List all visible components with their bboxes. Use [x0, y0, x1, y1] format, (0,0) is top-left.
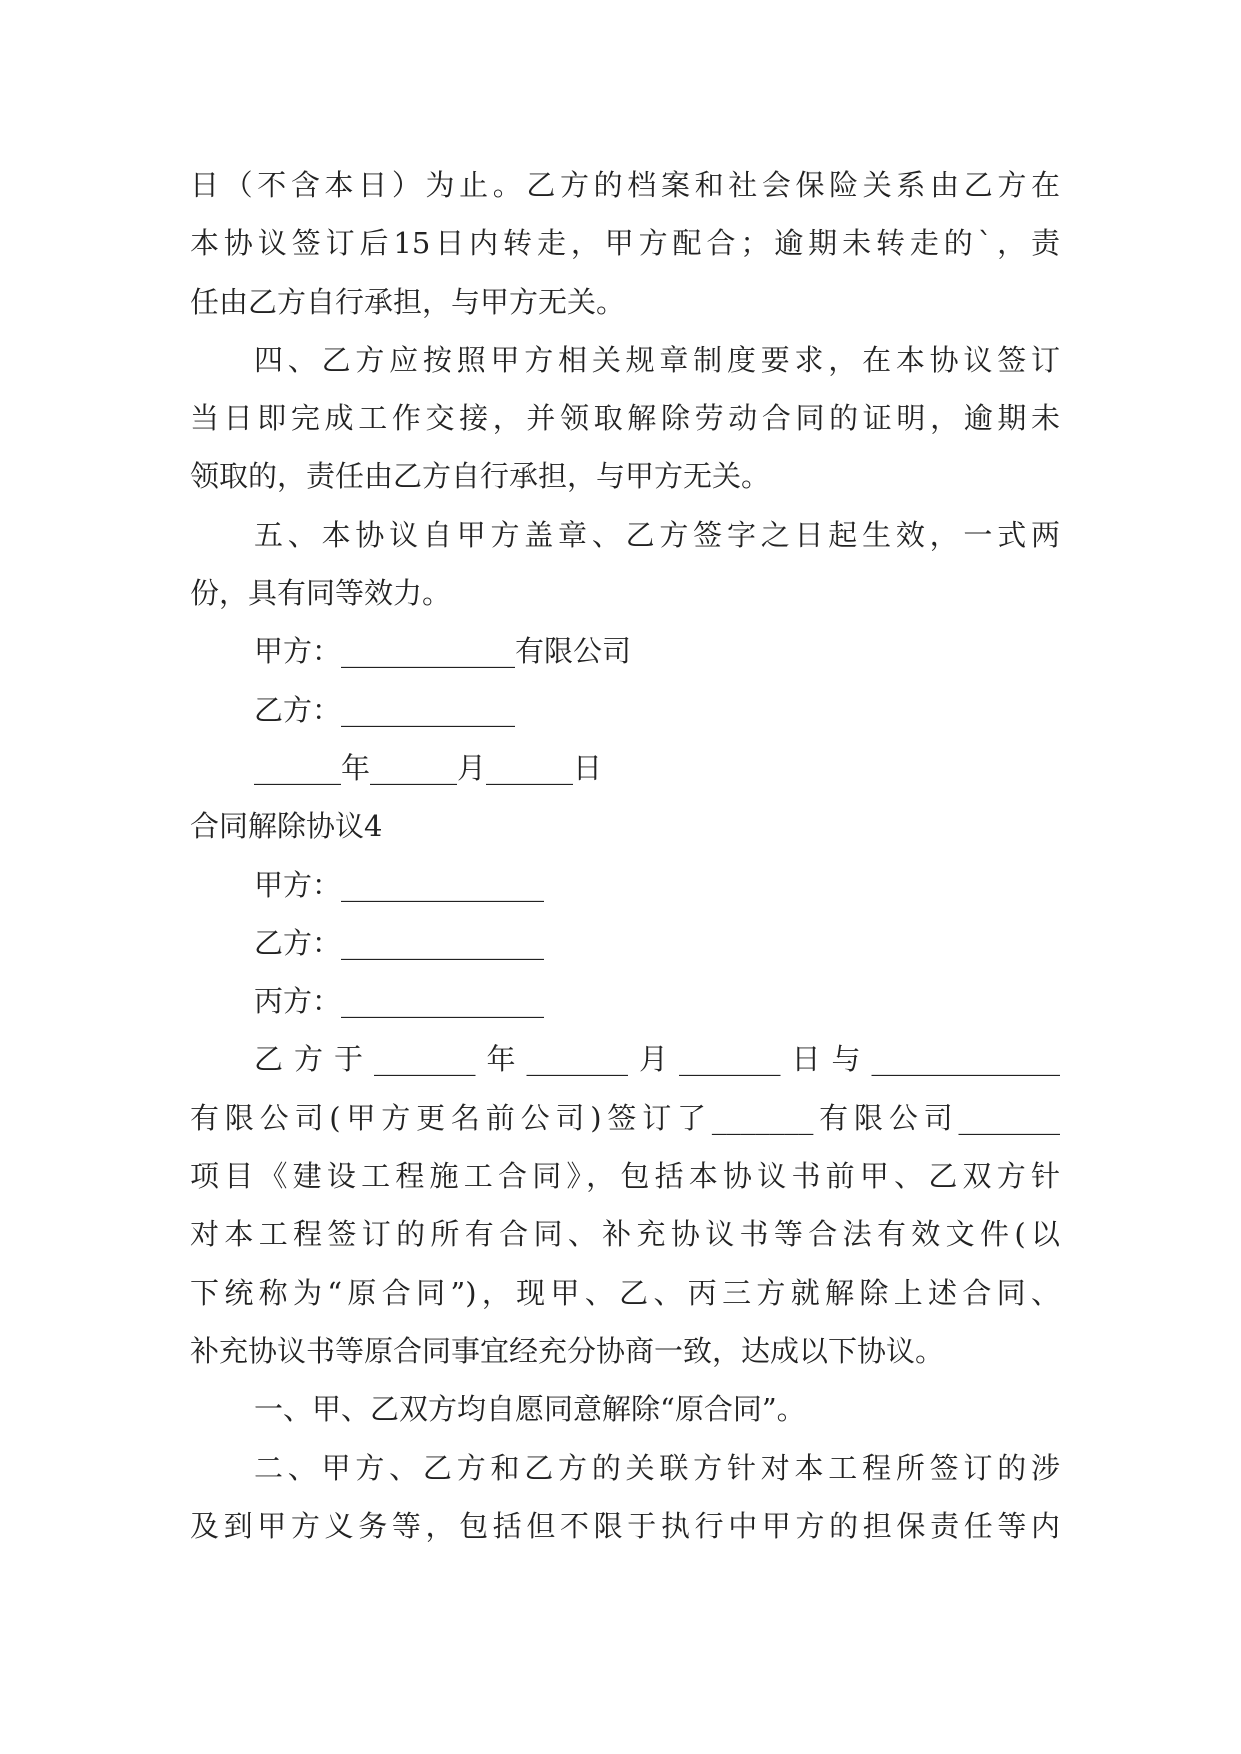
text-line: 下统称为“原合同”)，现甲、乙、丙三方就解除上述合同、 [190, 1275, 1060, 1310]
text-line: 四、乙方应按照甲方相关规章制度要求，在本协议签订 [254, 342, 1060, 377]
text-line: 本协议签订后15日内转走，甲方配合；逾期未转走的`，责 [190, 226, 1060, 261]
text-line: 补充协议书等原合同事宜经充分协商一致，达成以下协议。 [190, 1333, 945, 1368]
text-line: 任由乙方自行承担，与甲方无关。 [190, 284, 626, 319]
date-line: ______年______月______日 [254, 750, 603, 785]
signature-line-party-b: 乙方：____________ [254, 692, 516, 727]
text-line: 日（不含本日）为止。乙方的档案和社会保险关系由乙方在 [190, 168, 1060, 202]
text-line: 二、甲方、乙方和乙方的关联方针对本工程所签订的涉 [254, 1450, 1060, 1485]
party-a-line: 甲方：______________ [254, 867, 545, 902]
text-line: 五、本协议自甲方盖章、乙方签字之日起生效，一式两 [254, 517, 1060, 552]
document-body [190, 156, 1060, 1555]
text-line: 领取的，责任由乙方自行承担，与甲方无关。 [190, 459, 771, 494]
text-line: 当日即完成工作交接，并领取解除劳动合同的证明，逾期未 [190, 401, 1060, 436]
text-line: 项目《建设工程施工合同》，包括本协议书前甲、乙双方针 [190, 1159, 1060, 1194]
party-b-line: 乙方：______________ [254, 925, 545, 960]
party-c-line: 丙方：______________ [254, 984, 545, 1019]
text-line: 份，具有同等效力。 [190, 576, 452, 611]
text-line: 及到甲方义务等，包括但不限于执行中甲方的担保责任等内 [190, 1508, 1060, 1543]
section-title: 合同解除协议4 [190, 809, 383, 844]
text-line: 乙方于_______年_______月_______日与_____________ [254, 1042, 1060, 1077]
text-line: 一、甲、乙双方均自愿同意解除“原合同”。 [254, 1392, 806, 1427]
signature-line-party-a: 甲方：____________有限公司 [254, 634, 632, 669]
text-line: 对本工程签订的所有合同、补充协议书等合法有效文件(以 [190, 1217, 1060, 1252]
text-line: 有限公司(甲方更名前公司)签订了_______有限公司_______ [190, 1100, 1060, 1135]
